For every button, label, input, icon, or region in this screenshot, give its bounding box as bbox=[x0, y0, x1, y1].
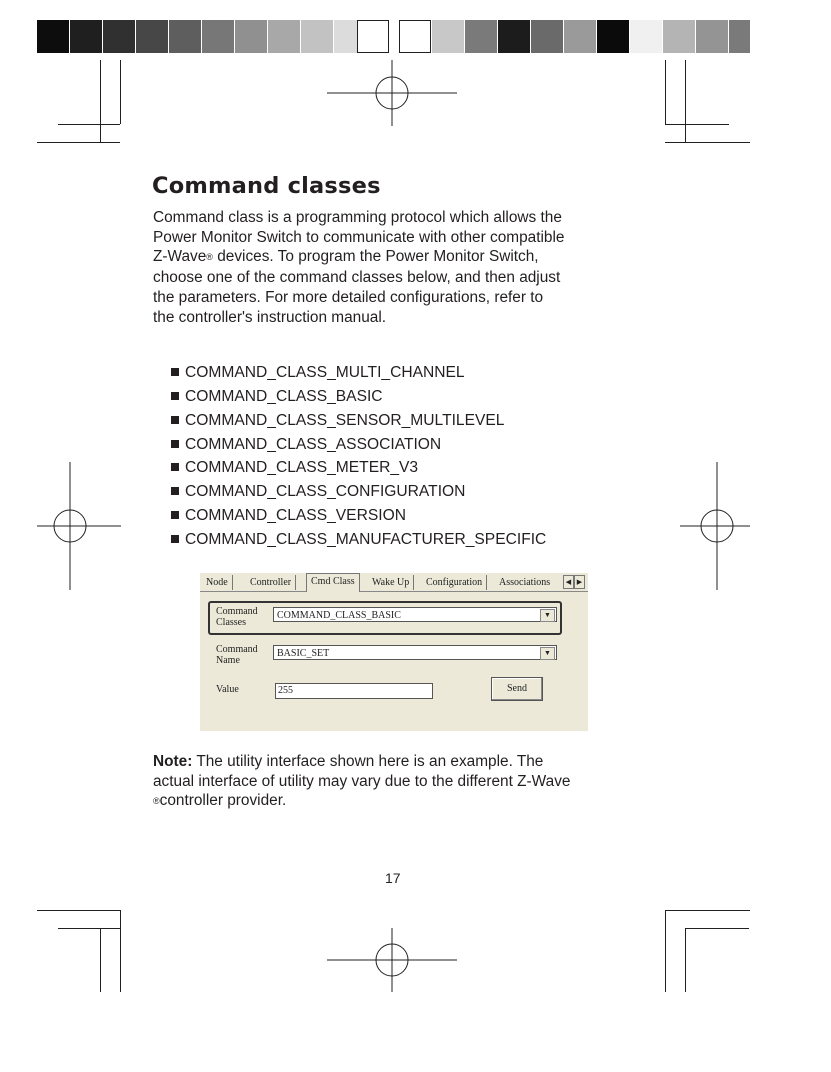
note-label: Note: bbox=[153, 753, 193, 770]
list-item: COMMAND_CLASS_BASIC bbox=[171, 385, 546, 409]
tab-bar bbox=[200, 573, 588, 592]
intro-line: Z-Wave bbox=[153, 248, 207, 266]
value-input[interactable]: 255 bbox=[275, 683, 433, 699]
note-paragraph: Note: The utility interface shown here is an example. The actual interface of utility may vary due to the different Z-Wave ®controller provider. bbox=[153, 753, 571, 810]
registered-mark: ® bbox=[153, 796, 160, 807]
bullet-square-icon bbox=[171, 392, 179, 400]
list-item: COMMAND_CLASS_METER_V3 bbox=[171, 456, 546, 480]
intro-line: the controller's instruction manual. bbox=[153, 308, 387, 326]
bullet-square-icon bbox=[171, 535, 179, 543]
bullet-square-icon bbox=[171, 416, 179, 424]
intro-line: Command class is a programming protocol which allows the bbox=[153, 209, 562, 226]
tab-node[interactable]: Node bbox=[202, 575, 233, 590]
page-number: 17 bbox=[385, 870, 401, 886]
list-item: COMMAND_CLASS_CONFIGURATION bbox=[171, 480, 546, 504]
tab-cmd-class[interactable]: Cmd Class bbox=[306, 573, 360, 592]
value-label: Value bbox=[216, 684, 239, 695]
registration-mark-bottom bbox=[327, 928, 457, 992]
tab-associations[interactable]: Associations bbox=[499, 577, 551, 588]
command-class-list bbox=[171, 361, 546, 552]
registration-mark-left bbox=[37, 462, 121, 590]
list-item: COMMAND_CLASS_ASSOCIATION bbox=[171, 433, 546, 457]
registration-mark-right bbox=[680, 462, 750, 590]
chevron-down-icon[interactable]: ▼ bbox=[540, 647, 555, 660]
bullet-square-icon bbox=[171, 440, 179, 448]
list-item: COMMAND_CLASS_MULTI_CHANNEL bbox=[171, 361, 546, 385]
command-classes-label: Command Classes bbox=[216, 606, 258, 628]
intro-line: choose one of the command classes below, and then adjust bbox=[153, 269, 561, 287]
list-item: COMMAND_CLASS_VERSION bbox=[171, 504, 546, 528]
scroll-right-icon[interactable]: ▶ bbox=[574, 575, 585, 589]
send-button[interactable]: Send bbox=[491, 677, 543, 701]
bullet-square-icon bbox=[171, 463, 179, 471]
utility-dialog bbox=[200, 573, 588, 731]
bullet-square-icon bbox=[171, 487, 179, 495]
registration-mark-top bbox=[327, 60, 457, 126]
bullet-square-icon bbox=[171, 511, 179, 519]
command-name-label: Command Name bbox=[216, 644, 258, 666]
tab-controller[interactable]: Controller bbox=[246, 575, 296, 590]
intro-line: the parameters. For more detailed configurations, refer to bbox=[153, 288, 544, 306]
bullet-square-icon bbox=[171, 368, 179, 376]
command-name-select[interactable]: BASIC_SET ▼ bbox=[273, 645, 557, 660]
tab-configuration[interactable]: Configuration bbox=[422, 575, 487, 590]
tab-wake-up[interactable]: Wake Up bbox=[368, 575, 414, 590]
command-classes-select[interactable]: COMMAND_CLASS_BASIC ▼ bbox=[273, 607, 557, 622]
chevron-down-icon[interactable]: ▼ bbox=[540, 609, 555, 622]
intro-paragraph bbox=[153, 208, 653, 327]
intro-line: devices. To program the Power Monitor Switch, bbox=[212, 248, 539, 266]
registered-mark: ® bbox=[206, 252, 213, 263]
list-item: COMMAND_CLASS_SENSOR_MULTILEVEL bbox=[171, 409, 546, 433]
intro-line: Power Monitor Switch to communicate with other compatible bbox=[153, 228, 565, 246]
page-title: Command classes bbox=[152, 173, 381, 199]
scroll-left-icon[interactable]: ◀ bbox=[563, 575, 574, 589]
list-item: COMMAND_CLASS_MANUFACTURER_SPECIFIC bbox=[171, 528, 546, 552]
